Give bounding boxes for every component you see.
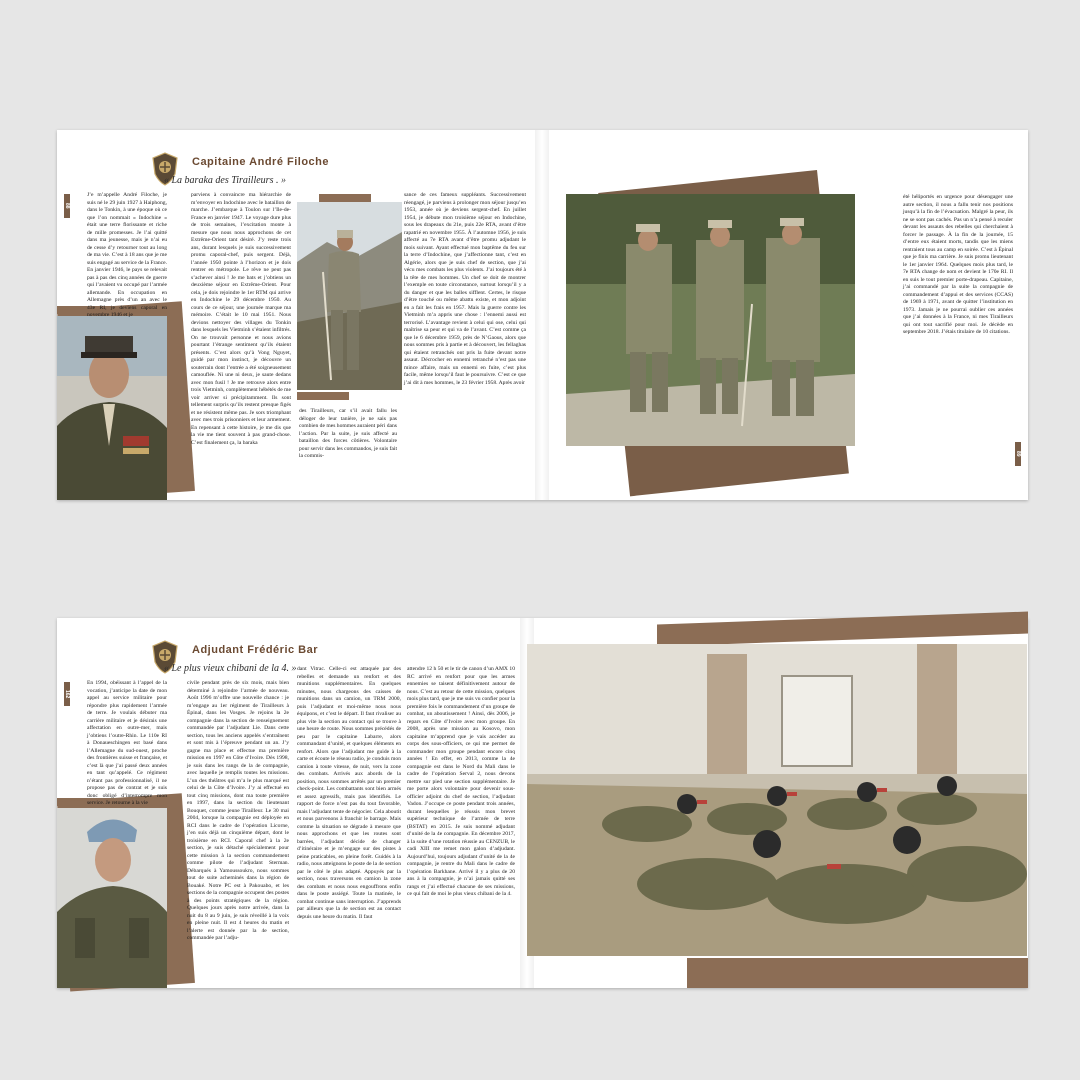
three-soldiers-photo xyxy=(566,194,855,446)
article-subtitle: « Le plus vieux chibani de la 4. » xyxy=(164,663,297,674)
article-subtitle: « La baraka des Tirailleurs . » xyxy=(164,175,286,186)
soldiers-training-photo xyxy=(527,644,1027,956)
text-column-4: attendre 12 h 50 et le tir de canon d’un AMX 10 RC arrivé en renfort pour que les armes ennemies se taisent définitivement autour de nous. C’est au retour de cette mission, quelques mois plus tard, que je me suis vu confier pour la première fois le commandement d’un groupe de combat, un aboutissement ! Ainsi, dès 2006, je repars en Côte d’Ivoire avec mon groupe. En 2008, après une mission au Kosovo, mon capitaine m’apprend que je vais accéder au corps des sous-officiers, ce qui me permet de commander mon groupe pendant encore cinq années ! En effet, en 2013, comme la 4e compagnie est dans le Nord du Mali dans le cadre de l’opération Serval 2, nous devons mettre sur pied une section supplémentaire. Je me porte alors volontaire pour devenir sous-officier adjoint du chef de section, l’adjudant Vadon. J’occupe ce poste pendant trois années, durant lesquelles je réussis mon brevet supérieur technique de l’armée de terre (BSTAT) en 2015. Je suis nommé adjudant d’unité de la 4e compagnie. En décembre 2017, à la suite d’une rotation réussie au CENZUB, le cadi XIII me remet mon galon d’adjudant. Aujourd’hui, toujours adjudant d’unité de la 4e compagnie, je rentre du Mali dans le cadre de l’opération Barkhane. Arrivé il y a plus de 20 ans à la compagnie, je n’ai jamais quitté ses rangs et j’ai effectué chacune de ses missions, ce qui fait de moi le plus vieux chibani de la 4. xyxy=(407,666,515,897)
page-number-right: 89 xyxy=(1015,442,1021,466)
text-column-2: civile pendant près de six mois, mais bien déterminé à rejoindre l’armée de nouveau. Août 1996 m’offre une nouvelle chance : je m’engage au 1er régiment de Tirailleurs à Épinal, dans les Vosges. Je rejoins la 2e compagnie dans la section de renseignement commandée par l’adjudant Lie. Dans cette section, tous les anciens appelés s’entraînent et sont mis à l’épreuve pendant un an. J’y gagne ma place et effectue ma première mission en 1997 en Côte d’Ivoire. Dès 1998, je suis dans les rangs de la 4e compagnie, avec laquelle je remplis toutes les missions. L’un des théâtres qui m’a le plus marqué est celui de la Côte d’Ivoire. J’y ai effectué en tout cinq missions, dont ma toute première en 1997, dans la section du lieutenant Bouquet, comme jeune Tirailleur. Le 30 mai 2004, lorsque la compagnie est déployée en RCI dans le cadre de l’opération Licorne, j’en suis déjà un cinquième départ, dont le troisième en RCI. Caporal chef à la 2e section, je suis détaché spécialement pour cette mission à la section commandement comme pilote de l’adjudant Sterman. Débarqués à Yamoussoukro, nous sommes tout de suite acheminés dans la région de Bouaké. Notre PC est à Pakouabo, et les sections de la compagnie occupent des postes à des points stratégiques de la région. Quelques jours après notre arrivée, dans la nuit du 8 au 9 juin, je suis réveillé à la voix en pleine nuit. Il est 4 heures du matin et l’alerte est donnée par la 4e section, commandée par l’adju- xyxy=(187,680,289,941)
page-gutter xyxy=(535,130,549,500)
page-number-left: 162 xyxy=(64,682,70,706)
decorative-band xyxy=(657,612,1028,647)
portrait-photo-bar xyxy=(57,808,167,988)
article-title: Capitaine André Filoche xyxy=(192,156,330,168)
text-column-5: été héliportés en urgence pour désengager une autre section, il nous a fallu tenir nos positions jusqu’à la fin de l’évacuation. Malgré la peur, ils ne se sont pas cachés. Pas un n’a pensé à reculer devant les assauts des rebelles qui cherchaient à forcer le passage. À la fin de la journée, 15 d’entre eux étaient morts, tandis que les miens rentraient tous au camp en soirée. C’est à Épinal que je finis ma carrière. Je suis promu lieutenant le 1er janvier 1964. Quelques mois plus tard, le 7e RTA change de nom et devient le 170e RI. Il en suis le tout premier porte-drapeau. Capitaine, j’ai commandé par la suite la compagnie de commandement d’appui et des services (CCAS) de 1969 à 1971, avant de quitter l’institution en 1973. Jamais je ne pourrai oublier ces années que j’ai données à la France, ni mes Tirailleurs qui ont tout sacrifié pour moi. Je décède en septembre 2018. J’étais titulaire de 10 citations. xyxy=(903,194,1013,335)
text-column-4: sance de ces fameux suppléants. Successivement réengagé, je parviens à prolonger mon séjour jusqu’en 1953, année où je deviens sergent-chef. En juillet 1954, je débute mon troisième séjour en Indochine, sous les drapeaux du 21e, puis 22e RTA, avant d’être rapatrié en novembre 1955. À l’automne 1956, je suis affecté au 7e RTA avant d’être promu adjudant le mois suivant. Ayant effectué mon baptême du feu sur la terre d’Indochine, que j’affectionne tant, c’est en Algérie, alors que je suis chef de section, que j’ai vécu mes combats les plus violents. J’ai toujours été à la tête de mes hommes. Un chef se doit de montrer l’exemple en toute circonstance, surtout lorsqu’il y a du danger et que les balles sifflent. Certes, le risque d’être touché ou même abattu existe, et mon adjoint en a fait les frais en 1957. Mais la guerre contre les Vietminh m’a appris une chose : l’ennemi aussi est terrorisé. L’avantage revient à celui qui ose, celui qui maîtrise sa peur et qui va de l’avant. C’est comme ça que le 6 décembre 1959, près de N’Gaous, alors que nous sommes pris à partie et à découvert, les fellaghas qui étaient retranchés ont pris la fuite devant notre assaut. Décrocher en ennemi retranché n’est pas une mince affaire, mais un ennemi en fuite, c’est plus facile, même lorsqu’il faut le poursuivre. C’est ce que j’ai dit à mes hommes, le 23 février 1958. Après avoir xyxy=(404,192,526,386)
text-column-1: En 1994, obéissant à l’appel de la vocation, j’anticipe la date de mon appel au service militaire pour répondre plus rapidement l’armée de terre. Je voulais débuter ma carrière militaire et je désirais une affectation en outre-mer, mais j’obtiens l’outre-Rhin. Le 110e RI à Donaueschingen est basé dans l’Allemagne du sud-ouest, proche des frontières suisse et française, et c’est là que j’ai passé deux années en tant qu’appelé. Ce régiment n’étant pas professionnalisé, il ne propose pas de contrat et je suis donc obligé d’interrompre mon service. Je retourne à la vie xyxy=(87,680,167,806)
article-title: Adjudant Frédéric Bar xyxy=(192,644,319,656)
portrait-photo-filoche xyxy=(57,316,167,500)
text-column-2: parviens à convaincre ma hiérarchie de m’envoyer en Indochine avec le bataillon de marche. J’embarque à Toulon sur l’Ile-de-France en janvier 1947. Le voyage dure plus de trois semaines, l’excitation monte à mesure que nous nous approchons de cet Extrême-Orient tant désiré. J’y reste trois ans, durant lesquels je suis successivement promu caporal-chef, puis sergent. Déjà, l’année 1950 pointe à l’horizon et je dois rentrer en métropole. Le rêve ne peut pas s’achever ainsi ! Je me bats et j’obtiens un deuxième séjour en Extrême-Orient. Pour cela, je dois rejoindre le 1er RTM qui arrive en Indochine le 29 décembre 1950. Au cours de ce séjour, une journée marque ma mémoire. C’était le 10 mai 1951. Nous devions nettoyer des villages du Tonkin dans lesquels les Vietminh s’étaient infiltrés. On ne trouvait personne et nous avions pourtant l’étrange sentiment qu’ils étaient présents. C’est alors qu’à Vong Nguyet, guidé par mon instinct, je découvre un souterrain dont l’entrée a été soigneusement camouflée. Ni une ni deux, je saute dedans avec mon fusil ! Je me retrouve alors entre trois Vietminh, complètement hébétés de me voir arriver si précipitamment. Ils sont tellement surpris qu’ils restent presque figés et ne résistent même pas. Je sors triomphant avec mes trois prisonniers et leur armement. En repensant à cette histoire, je me dis que la vie me tient souvent à pas grand-chose. C’est finalement ça, la baraka xyxy=(191,192,291,446)
decorative-band xyxy=(687,958,1028,988)
text-column-3: dant Vitrac. Celle-ci est attaquée par des rebelles et demande un renfort et des munitions supplémentaires. En quelques minutes, nous chargeons des caisses de munitions dans un camion, un TRM 2000, puis l’adjudant et moi-même nous nous équipons, et c’est le départ. Il faut rivaliser au plus vite la section au contact qui se trouve à une heure de route. Nous sommes précédés de peu par le capitaine Labarre, alors commandant d’unité, et quelques éléments en renfort. Alors que l’adjudant me guide à la carte et écoute le réseau radio, je conduis mon camion à toute vitesse, de nuit, vers la zone des combats. Arrivés aux abords de la position, nous sommes arrêtés par un premier check-point. Les combattants sont bien armés et assez agressifs, mais pas identifiés. Le rapport de force n’est pas du tout favorable, mais l’adjudant tente de négocier. Cela aboutit et nous parvenons à franchir le barrage. Mais comme la situation se dégrade à mesure que nous approchons et que les routes sont barrées, l’adjudant décide de changer d’itinéraire et je m’engage sur des pistes à peine praticables, en pleine forêt. Guidés à la radio, nous atteignons le poste de la 4e section par le côté le plus adapté. Appuyés par la section, nous traversons en camion la zone des combats et nous nous engouffrons enfin dans le poste assiégé. Toute la matinée, le combat continue sans interruption. J’apprends par ailleurs que la 4e section est au contact depuis une heure du matin. Il faut xyxy=(297,666,401,920)
text-column-1: J’e m’appelle André Filoche, je suis né le 29 juin 1927 à Haiphong, dans le Tonkin, à une époque où ce que l’on nommait « Indochine » était une terre florissante et riche de mille promesses. Je l’ai quitté dans ma jeunesse, mais je n’ai eu de cesse d’y retourner tout au long de ma vie. C’est à 18 ans que je me suis engagé au service de la France. En janvier 1946, le pays se relevait pas à pas des cinq années de guerre qui l’avaient vu occupé par l’armée allemande. En occupation en Allemagne près d’un an avec le 43e RI, je deviens caporal en novembre 1946 et je xyxy=(87,192,167,318)
page-number-left: 88 xyxy=(64,194,70,218)
soldier-mountain-photo xyxy=(297,202,402,390)
book-spread-filoche xyxy=(57,130,1028,500)
decorative-band xyxy=(297,392,349,400)
text-column-3: des Tirailleurs, car s’il avait fallu les déloger de leur tanière, je ne sais pas combien de mes hommes auraient péri dans l’action. Par la suite, je suis affecté au bataillon des forces côtières. Volontaire pour servir dans les commandos, je suis fait la commis- xyxy=(299,408,397,459)
book-spread-bar xyxy=(57,618,1028,988)
